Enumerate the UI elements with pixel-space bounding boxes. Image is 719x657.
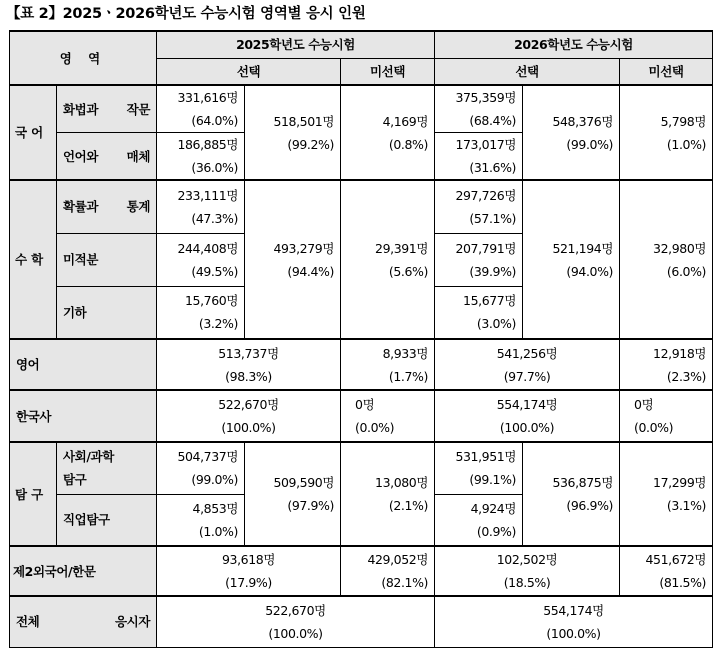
korean-2025-total: 518,501명 (99.2%) [245, 85, 341, 180]
korean-2026-sub1: 375,359명 (68.4%) [435, 85, 523, 133]
inquiry-sub1-label: 사회/과학 탐구 [57, 442, 157, 494]
korean-2025-sub2: 186,885명 (36.0%) [157, 133, 245, 181]
header-2026: 2026학년도 수능시험 [435, 31, 713, 58]
english-label: 영어 [10, 339, 157, 390]
math-2026-sub3: 15,677명 (3.0%) [435, 286, 523, 339]
header-2025: 2025학년도 수능시험 [157, 31, 435, 58]
inquiry-2025-total: 509,590명 (97.9%) [245, 442, 341, 546]
foreign-2025-unselect: 429,052명 (82.1%) [341, 546, 435, 596]
math-sub1-label: 확률과 통계 [57, 180, 157, 233]
math-2026-sub1: 297,726명 (57.1%) [435, 180, 523, 233]
exam-applicants-table [9, 30, 713, 648]
inquiry-2025-unselect: 13,080명 (2.1%) [341, 442, 435, 546]
english-2026-select: 541,256명 (97.7%) [435, 339, 620, 390]
inquiry-2025-sub2: 4,853명 (1.0%) [157, 494, 245, 546]
math-sub2-label: 미적분 [57, 233, 157, 286]
total-label: 전체 응시자 [10, 596, 157, 647]
korean-sub2-label: 언어와 매체 [57, 133, 157, 181]
math-2025-sub1: 233,111명 (47.3%) [157, 180, 245, 233]
korean-sub1-label: 화법과 작문 [57, 85, 157, 133]
header-2026-unselect: 미선택 [620, 58, 713, 85]
total-2026: 554,174명 (100.0%) [435, 596, 713, 647]
math-2025-unselect: 29,391명 (5.6%) [341, 180, 435, 339]
math-sub3-label: 기하 [57, 286, 157, 339]
math-2026-unselect: 32,980명 (6.0%) [620, 180, 713, 339]
inquiry-2026-total: 536,875명 (96.9%) [523, 442, 620, 546]
korean-2026-total: 548,376명 (99.0%) [523, 85, 620, 180]
history-2025-select: 522,670명 (100.0%) [157, 390, 341, 442]
korean-label: 국어 [10, 85, 57, 180]
math-2025-sub3: 15,760명 (3.2%) [157, 286, 245, 339]
history-2026-select: 554,174명 (100.0%) [435, 390, 620, 442]
history-label: 한국사 [10, 390, 157, 442]
english-2026-unselect: 12,918명 (2.3%) [620, 339, 713, 390]
korean-2026-sub2: 173,017명 (31.6%) [435, 133, 523, 181]
inquiry-sub2-label: 직업탐구 [57, 494, 157, 546]
header-2025-select: 선택 [157, 58, 341, 85]
foreign-label: 제2외국어/한문 [10, 546, 157, 596]
english-2025-unselect: 8,933명 (1.7%) [341, 339, 435, 390]
inquiry-2026-unselect: 17,299명 (3.1%) [620, 442, 713, 546]
inquiry-2025-sub1: 504,737명 (99.0%) [157, 442, 245, 494]
math-2025-total: 493,279명 (94.4%) [245, 180, 341, 339]
history-2026-unselect: 0명 (0.0%) [620, 390, 713, 442]
header-area: 영 역 [10, 31, 157, 85]
header-2025-unselect: 미선택 [341, 58, 435, 85]
english-2025-select: 513,737명 (98.3%) [157, 339, 341, 390]
foreign-2025-select: 93,618명 (17.9%) [157, 546, 341, 596]
math-label: 수학 [10, 180, 57, 339]
header-2026-select: 선택 [435, 58, 620, 85]
math-2025-sub2: 244,408명 (49.5%) [157, 233, 245, 286]
total-2025: 522,670명 (100.0%) [157, 596, 435, 647]
foreign-2026-unselect: 451,672명 (81.5%) [620, 546, 713, 596]
inquiry-2026-sub2: 4,924명 (0.9%) [435, 494, 523, 546]
foreign-2026-select: 102,502명 (18.5%) [435, 546, 620, 596]
table-title: 【표 2】2025ㆍ2026학년도 수능시험 영역별 응시 인원 [6, 6, 366, 22]
inquiry-2026-sub1: 531,951명 (99.1%) [435, 442, 523, 494]
math-2026-total: 521,194명 (94.0%) [523, 180, 620, 339]
history-2025-unselect: 0명 (0.0%) [341, 390, 435, 442]
korean-2025-sub1: 331,616명 (64.0%) [157, 85, 245, 133]
korean-2026-unselect: 5,798명 (1.0%) [620, 85, 713, 180]
korean-2025-unselect: 4,169명 (0.8%) [341, 85, 435, 180]
math-2026-sub2: 207,791명 (39.9%) [435, 233, 523, 286]
inquiry-label: 탐구 [10, 442, 57, 546]
